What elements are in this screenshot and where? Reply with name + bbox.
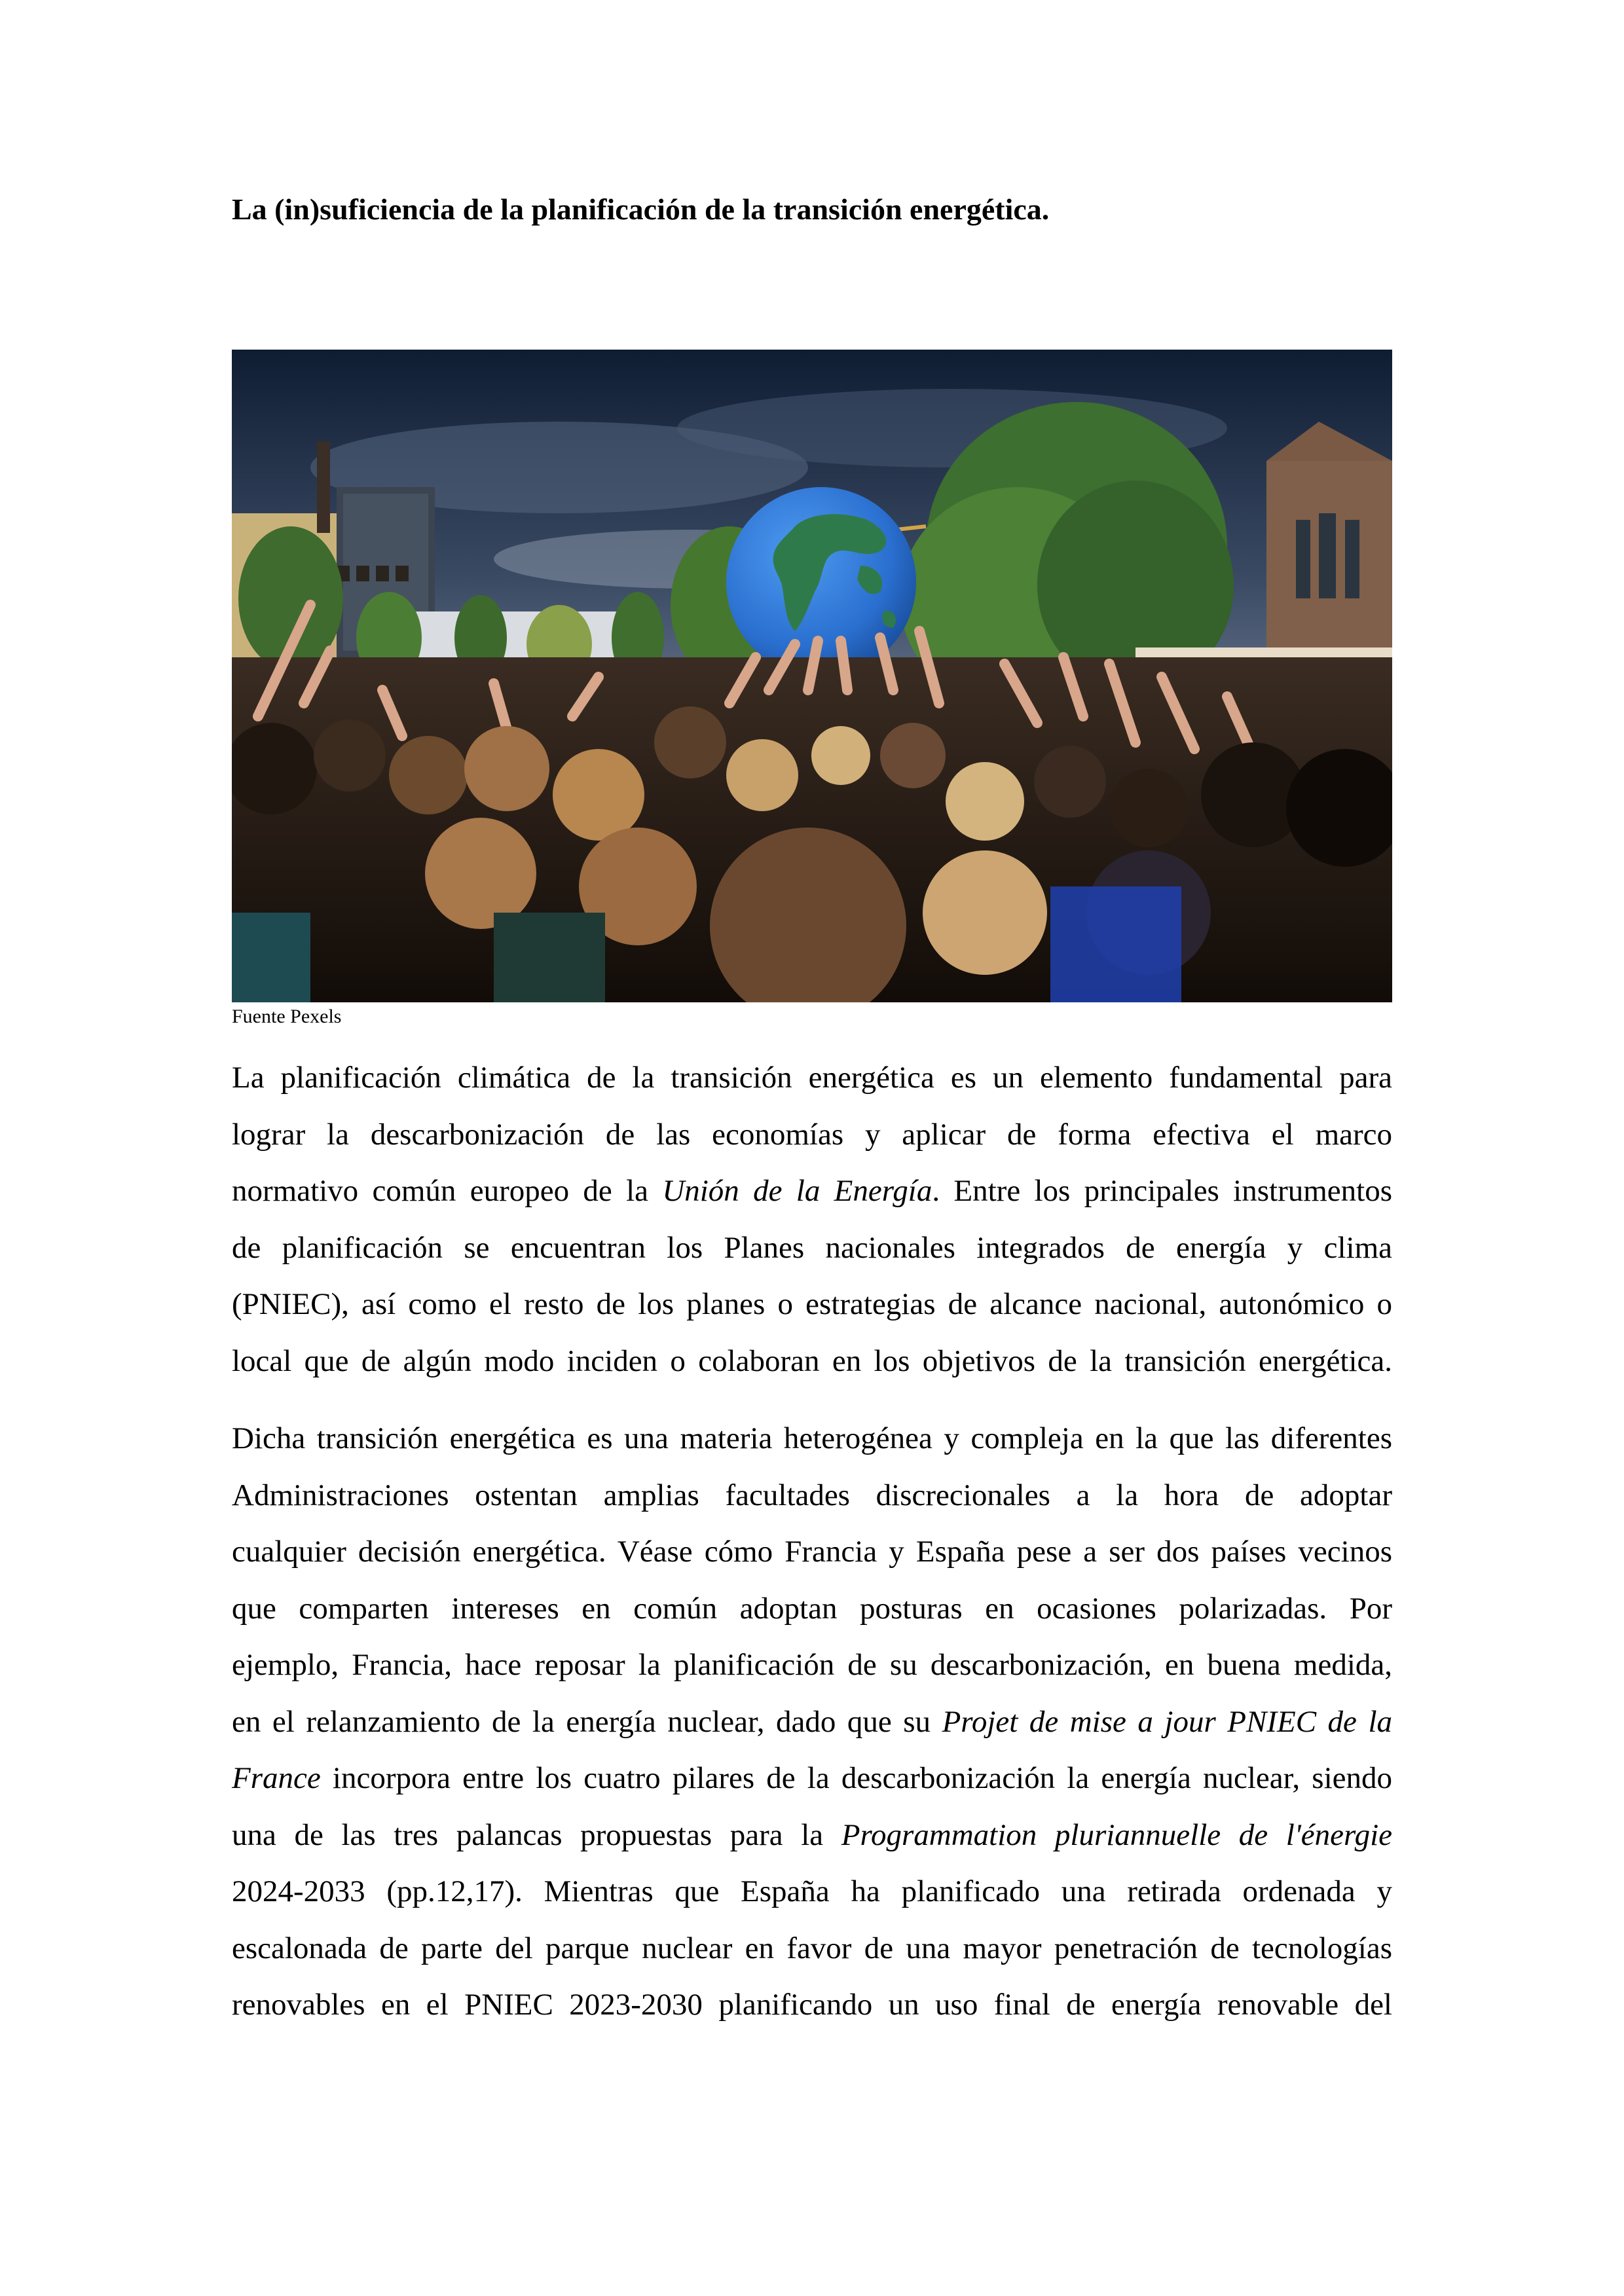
italic-term-union-energia: Unión de la Energía (662, 1174, 932, 1208)
article-photo (232, 350, 1392, 1002)
text-line: que comparten intereses en común adoptan posturas en ocasiones polarizadas. Por (232, 1591, 1392, 1626)
crowd-globe-illustration (232, 350, 1392, 1002)
text-line: lograr la descarbonización de las economías y aplicar de forma efectiva el marco (232, 1117, 1392, 1152)
paragraph-2 (232, 1410, 1392, 2033)
text-line: normativo común europeo de la Unión de la Energía. Entre los principales instrumentos (232, 1174, 1392, 1208)
text-line: en el relanzamiento de la energía nuclear, dado que su Projet de mise a jour PNIEC de la (232, 1704, 1392, 1739)
text-line: 2024-2033 (pp.12,17). Mientras que España ha planificado una retirada ordenada y (232, 1874, 1392, 1908)
text-line: (PNIEC), así como el resto de los planes o estrategias de alcance nacional, autonómico o (232, 1287, 1392, 1321)
text-line: ejemplo, Francia, hace reposar la planificación de su descarbonización, en buena medida, (232, 1648, 1392, 1682)
text-line: una de las tres palancas propuestas para la Programmation pluriannuelle de l'énergie (232, 1817, 1392, 1852)
text-line: escalonada de parte del parque nuclear en favor de una mayor penetración de tecnologías (232, 1931, 1392, 1965)
text-line: renovables en el PNIEC 2023-2030 planificando un uso final de energía renovable del (232, 1988, 1392, 2022)
text-line: Administraciones ostentan amplias facultades discrecionales a la hora de adoptar (232, 1478, 1392, 1512)
text-line: France incorpora entre los cuatro pilares de la descarbonización la energía nuclear, siendo (232, 1761, 1392, 1795)
text-line: cualquier decisión energética. Véase cómo Francia y España pese a ser dos países vecinos (232, 1535, 1392, 1569)
text-line: Dicha transición energética es una materia heterogénea y compleja en la que las diferentes (232, 1421, 1392, 1455)
italic-term-projet-pniec: Projet de mise a jour PNIEC de la (942, 1704, 1392, 1739)
document-title: La (in)suficiencia de la planificación de la transición energética. (232, 192, 1050, 226)
paragraph-1 (232, 1049, 1392, 1389)
photo-caption: Fuente Pexels (232, 1006, 342, 1027)
text-line: La planificación climática de la transición energética es un elemento fundamental para (232, 1061, 1392, 1095)
article-body (232, 1049, 1392, 2054)
italic-term-programmation: Programmation pluriannuelle de l'énergie (841, 1817, 1392, 1852)
text-line: local que de algún modo inciden o colaboran en los objetivos de la transición energética. (232, 1343, 1392, 1378)
text-line: de planificación se encuentran los Planes nacionales integrados de energía y clima (232, 1230, 1392, 1265)
italic-term-france: France (232, 1761, 321, 1795)
